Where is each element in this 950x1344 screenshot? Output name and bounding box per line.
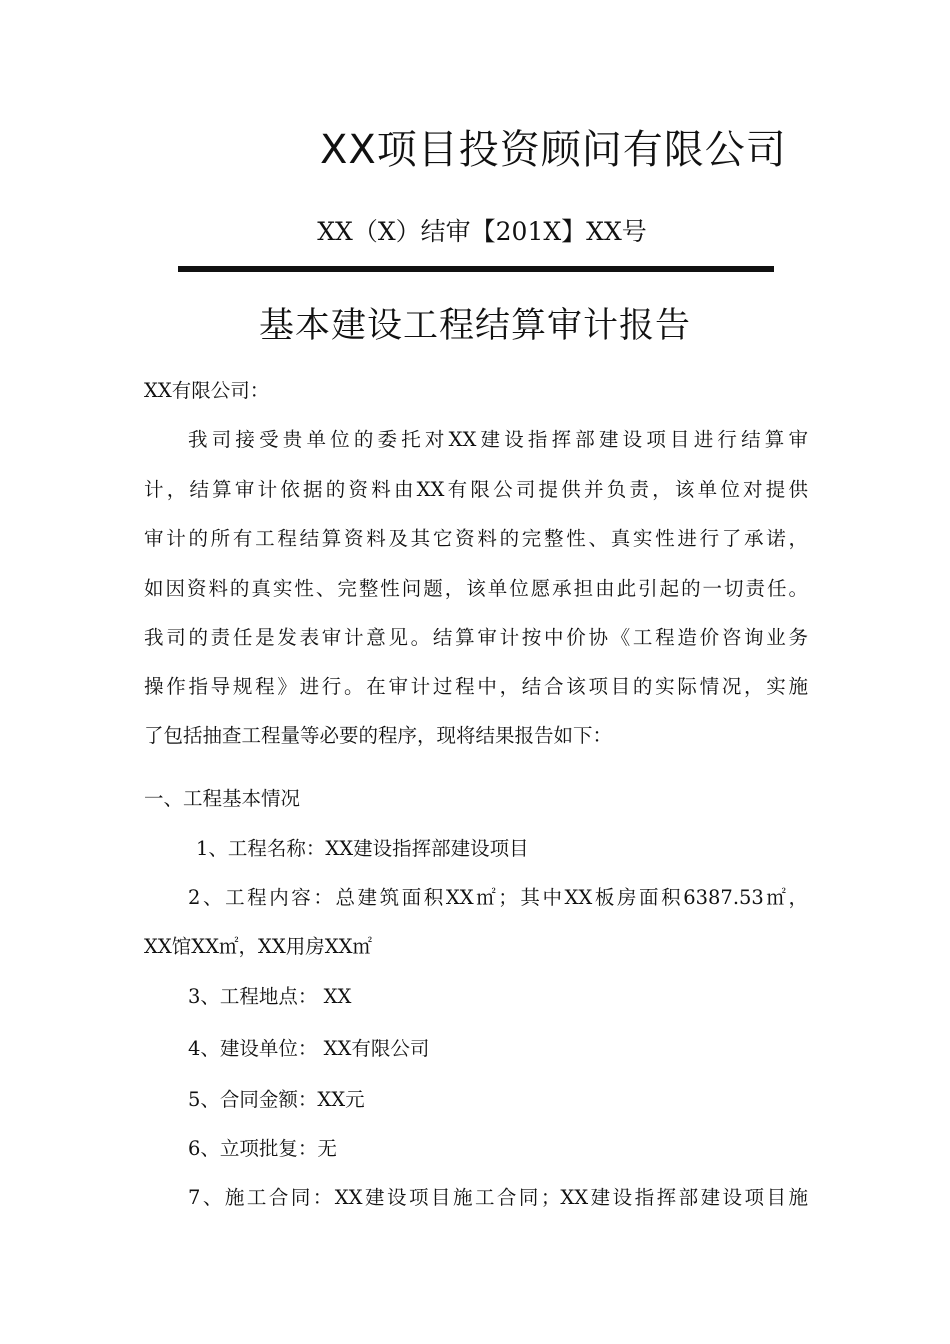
intro-line: 计，结算审计依据的资料由XX有限公司提供并负责，该单位对提供 xyxy=(144,478,808,501)
info-item-contract-amount: 5、合同金额：XX元 xyxy=(188,1088,365,1111)
info-item-construction-contract: 7、施工合同：XX建设项目施工合同；XX建设指挥部建设项目施 xyxy=(188,1186,808,1209)
info-item-project-name: 1、工程名称：XX建设指挥部建设项目 xyxy=(196,837,529,860)
info-item-project-content-cont: XX馆XX㎡，XX用房XX㎡ xyxy=(144,935,373,958)
intro-line: 我司接受贵单位的委托对XX建设指挥部建设项目进行结算审 xyxy=(188,428,808,451)
addressee: XX有限公司： xyxy=(144,379,270,402)
info-item-builder: 4、建设单位： XX有限公司 xyxy=(188,1037,430,1060)
intro-line: 操作指导规程》进行。在审计过程中，结合该项目的实际情况，实施 xyxy=(144,675,808,698)
intro-line: 如因资料的真实性、完整性问题，该单位愿承担由此引起的一切责任。 xyxy=(144,577,808,600)
intro-line: 审计的所有工程结算资料及其它资料的完整性、真实性进行了承诺， xyxy=(144,527,808,550)
report-title: 基本建设工程结算审计报告 xyxy=(258,306,691,346)
company-name: XX项目投资顾问有限公司 xyxy=(320,127,787,173)
section-heading: 一、工程基本情况 xyxy=(144,787,301,810)
header-divider xyxy=(178,266,774,272)
intro-line: 了包括抽查工程量等必要的程序，现将结果报告如下： xyxy=(144,724,613,747)
intro-line: 我司的责任是发表审计意见。结算审计按中价协《工程造价咨询业务 xyxy=(144,626,808,649)
info-item-project-content: 2、工程内容：总建筑面积XX㎡；其中XX板房面积6387.53㎡， xyxy=(188,886,808,909)
document-number: XX（X）结审【201X】XX号 xyxy=(317,217,647,246)
info-item-location: 3、工程地点： XX xyxy=(188,985,352,1008)
info-item-approval: 6、立项批复：无 xyxy=(188,1137,337,1160)
